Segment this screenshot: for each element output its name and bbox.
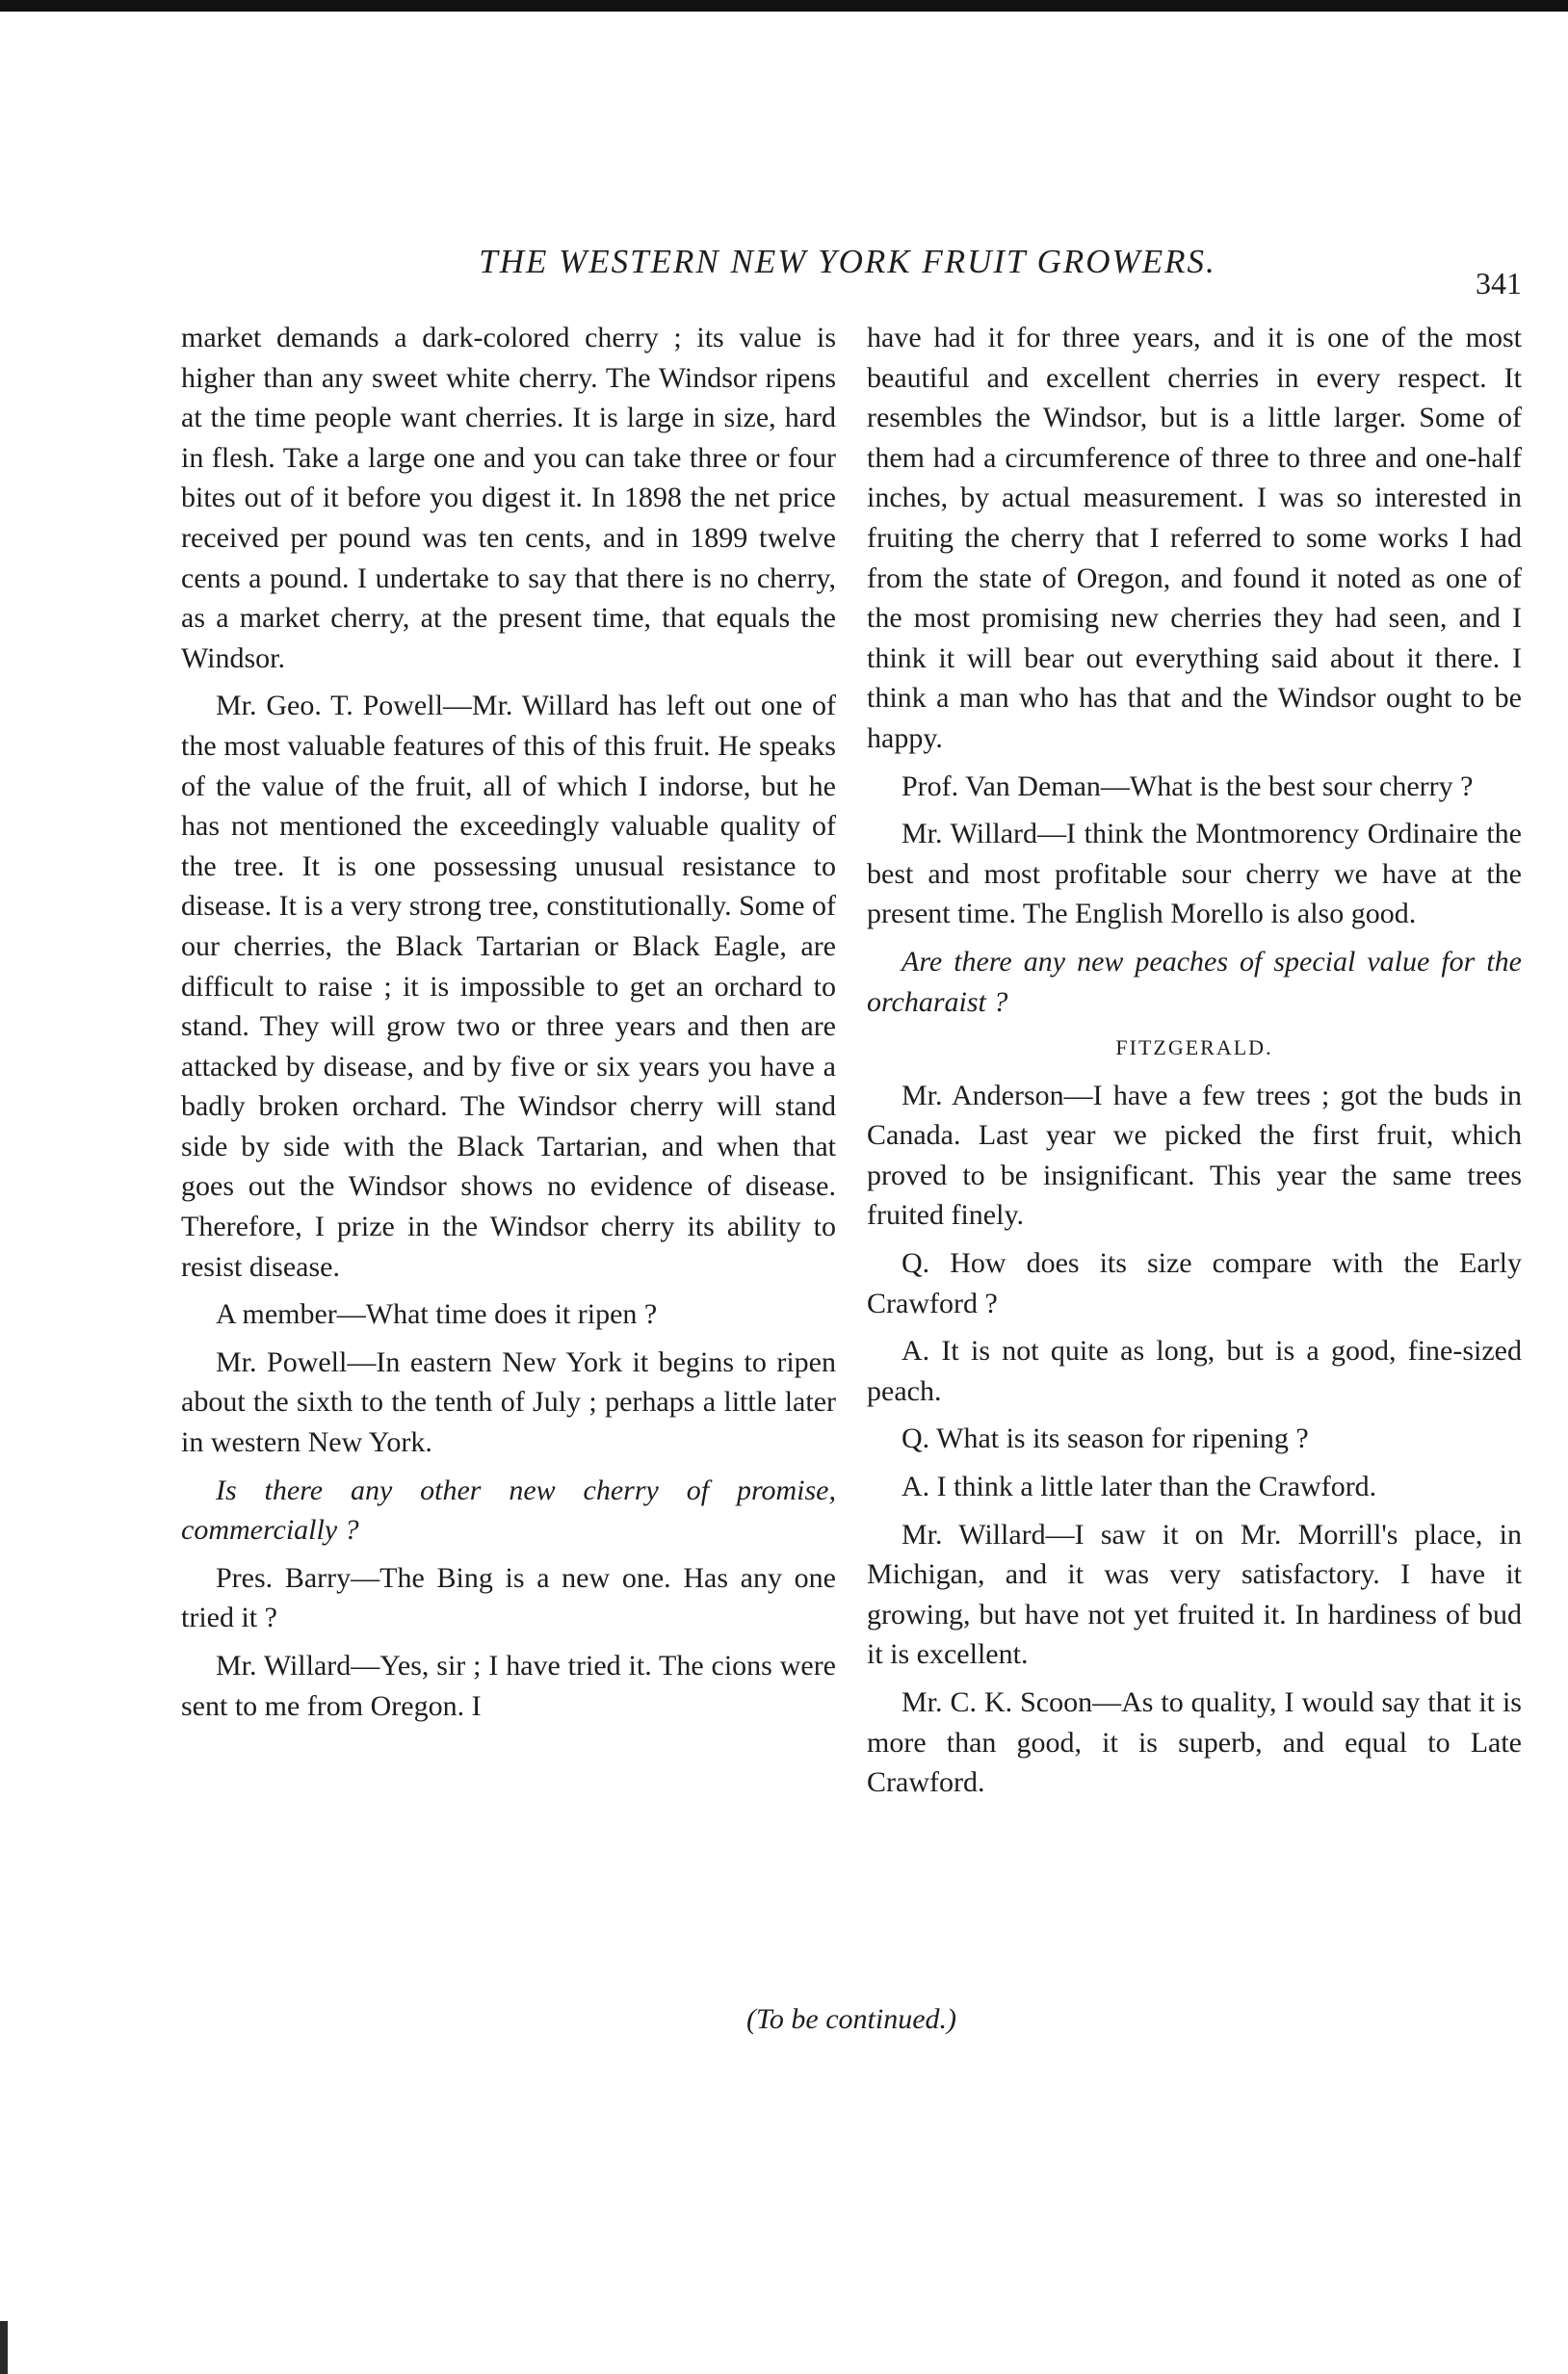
paragraph: Mr. Powell—In eastern New York it begins to ripen about the sixth to the tenth of July ; perhaps a little later in western New York. bbox=[181, 1345, 836, 1459]
scan-edge-mark bbox=[0, 2321, 8, 2374]
paragraph: Prof. Van Deman—What is the best sour cherry ? bbox=[902, 770, 1474, 802]
right-column bbox=[867, 318, 1522, 1803]
paragraph: Mr. Anderson—I have a few trees ; got the buds in Canada. Last year we picked the first fruit, which proved to be insignificant. This year the same trees fruited finely. bbox=[867, 1079, 1522, 1232]
paragraph: Mr. C. K. Scoon—As to quality, I would say that it is more than good, it is superb, and equal to Late Crawford. bbox=[867, 1686, 1522, 1799]
paragraph: Mr. Willard—I think the Montmorency Ordinaire the best and most profitable sour cherry we have at the present time. The English Morello is also good. bbox=[867, 818, 1522, 930]
paragraph: Pres. Barry—The Bing is a new one. Has any one tried it ? bbox=[181, 1561, 836, 1634]
paragraph: Mr. Geo. T. Powell—Mr. Willard has left out one of the most valuable features of this of this fruit. He speaks of the value of the fruit, all of which I indorse, but he has not mentioned the exceedingly valuable quality of the tree. It is one possessing unusual resistance to disease. It is a very strong tree, constitutionally. Some of our cherries, the Black Tartarian or Black Eagle, are difficult to raise ; it is impossible to get an orchard to stand. They will grow two or three years and then are attacked by disease, and by five or six years you have a badly broken orchard. The Windsor cherry will stand side by side with the Black Tartarian, and when that goes out the Windsor shows no evidence of disease. Therefore, I prize in the Windsor cherry its ability to resist disease. bbox=[181, 690, 836, 1283]
paragraph: A. I think a little later than the Crawford. bbox=[902, 1471, 1377, 1503]
paragraph: Mr. Willard—Yes, sir ; I have tried it. The cions were sent to me from Oregon. I bbox=[181, 1650, 836, 1722]
question-heading: Are there any new peaches of special value for the orcharaist ? bbox=[867, 945, 1522, 1018]
continuation-note: (To be continued.) bbox=[745, 2003, 957, 2035]
paragraph: Q. What is its season for ripening ? bbox=[902, 1422, 1309, 1455]
question-heading: Is there any other new cherry of promise, commercially ? bbox=[181, 1474, 836, 1547]
page-number: 341 bbox=[1476, 266, 1522, 300]
paragraph: market demands a dark-colored cherry ; its value is higher than any sweet white cherry. The Windsor ripens at the time people want cherries. It is large in size, hard in flesh. Take a large one and you can take three or four bites out of it before you digest it. In 1898 the net price received per pound was ten cents, and in 1899 twelve cents a pound. I undertake to say that there is no cherry, as a market cherry, at the present time, that equals the Windsor. bbox=[181, 322, 836, 674]
variety-heading: FITZGERALD. bbox=[1115, 1035, 1273, 1060]
left-column bbox=[181, 318, 836, 1726]
top-border-rule bbox=[0, 0, 1568, 12]
running-title: THE WESTERN NEW YORK FRUIT GROWERS. bbox=[479, 243, 1216, 280]
paragraph: A. It is not quite as long, but is a good, fine-sized peach. bbox=[867, 1335, 1522, 1407]
paragraph: have had it for three years, and it is one of the most beautiful and excellent cherries in every respect. It resembles the Windsor, but is a little larger. Some of them had a circumference of three to three and one-half inches, by actual measurement. I was so interested in fruiting the cherry that I referred to some works I had from the state of Oregon, and found it noted as one of the most promising new cherries they had seen, and I think it will bear out everything said about it there. I think a man who has that and the Windsor ought to be happy. bbox=[867, 322, 1522, 754]
paragraph: Q. How does its size compare with the Early Crawford ? bbox=[867, 1247, 1522, 1319]
paragraph: Mr. Willard—I saw it on Mr. Morrill's place, in Michigan, and it was very satisfactory. I have it growing, but have not yet fruited it. In hardiness of bud it is excellent. bbox=[867, 1518, 1522, 1671]
paragraph: A member—What time does it ripen ? bbox=[216, 1298, 658, 1331]
page-header bbox=[183, 243, 1522, 300]
